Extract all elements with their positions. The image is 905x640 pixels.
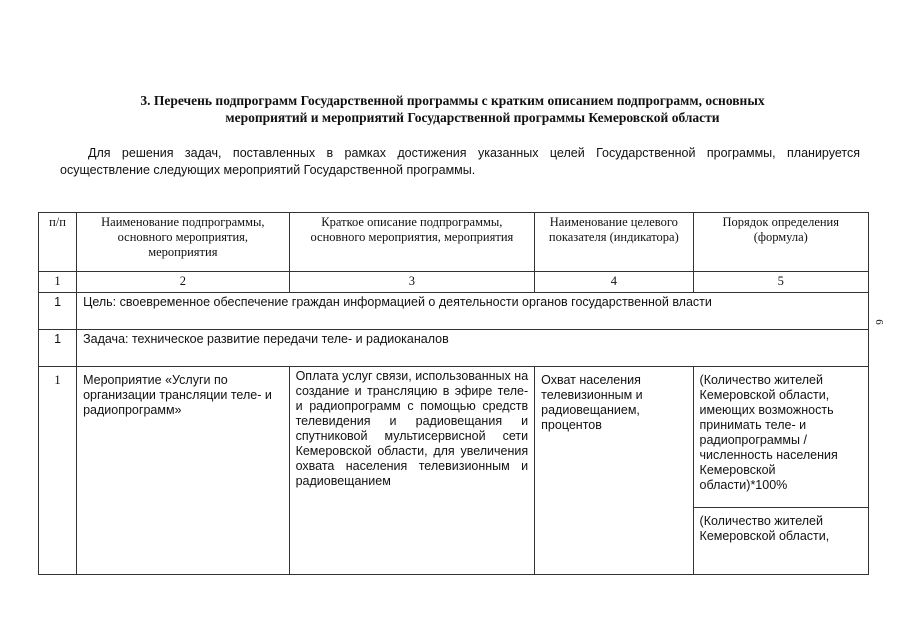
target-indicator: Охват населения телевизионным и радиовещанием, процентов (535, 367, 693, 575)
column-number: 4 (535, 272, 693, 293)
measure-description: Оплата услуг связи, использованных на создание и трансляцию в эфире теле- и радиопрограмм с помощью средств телевидения и радиовещания и спутниковой мультисервисной сети Кемеровской области, для увеличения охвата населения телевизионным и радиовещанием (289, 367, 535, 575)
page-number: 6 (872, 319, 885, 325)
goal-row (39, 293, 869, 330)
header-cell: п/п (39, 213, 77, 272)
row-number: 1 (39, 367, 77, 575)
header-cell: Наименование целевого показателя (индикатора) (535, 213, 693, 272)
section-title-line2: мероприятий и мероприятий Государственной программы Кемеровской области (225, 110, 720, 125)
subprogram-table (38, 212, 869, 575)
task-row (39, 330, 869, 367)
column-number: 5 (693, 272, 868, 293)
formula-1: (Количество жителей Кемеровской области, имеющих возможность принимать теле- и радиопрограммы / численность населения Кемеровской области)*100% (694, 367, 868, 508)
formula-cell (693, 367, 868, 575)
column-number-row (39, 272, 869, 293)
measure-name: Мероприятие «Услуги по организации трансляции теле- и радиопрограмм» (77, 367, 290, 575)
table-row (39, 367, 869, 575)
goal-number: 1 (39, 293, 77, 330)
table-header-row (39, 213, 869, 272)
column-number: 2 (77, 272, 290, 293)
task-text: Задача: техническое развитие передачи теле- и радиоканалов (77, 330, 869, 367)
goal-text: Цель: своевременное обеспечение граждан информацией о деятельности органов государственной власти (77, 293, 869, 330)
formula-2: (Количество жителей Кемеровской области, (699, 514, 830, 543)
intro-paragraph: Для решения задач, поставленных в рамках достижения указанных целей Государственной программы, планируется осуществление следующих мероприятий Государственной программы. (60, 146, 860, 177)
header-cell: Краткое описание подпрограммы, основного мероприятия, мероприятия (289, 213, 535, 272)
column-number: 3 (289, 272, 535, 293)
column-number: 1 (39, 272, 77, 293)
section-title-line1: 3. Перечень подпрограмм Государственной программы с кратким описанием подпрограмм, основных (140, 93, 765, 108)
task-number: 1 (39, 330, 77, 367)
header-cell: Наименование подпрограммы, основного мероприятия, мероприятия (77, 213, 290, 272)
section-title (60, 92, 845, 126)
header-cell: Порядок определения (формула) (693, 213, 868, 272)
